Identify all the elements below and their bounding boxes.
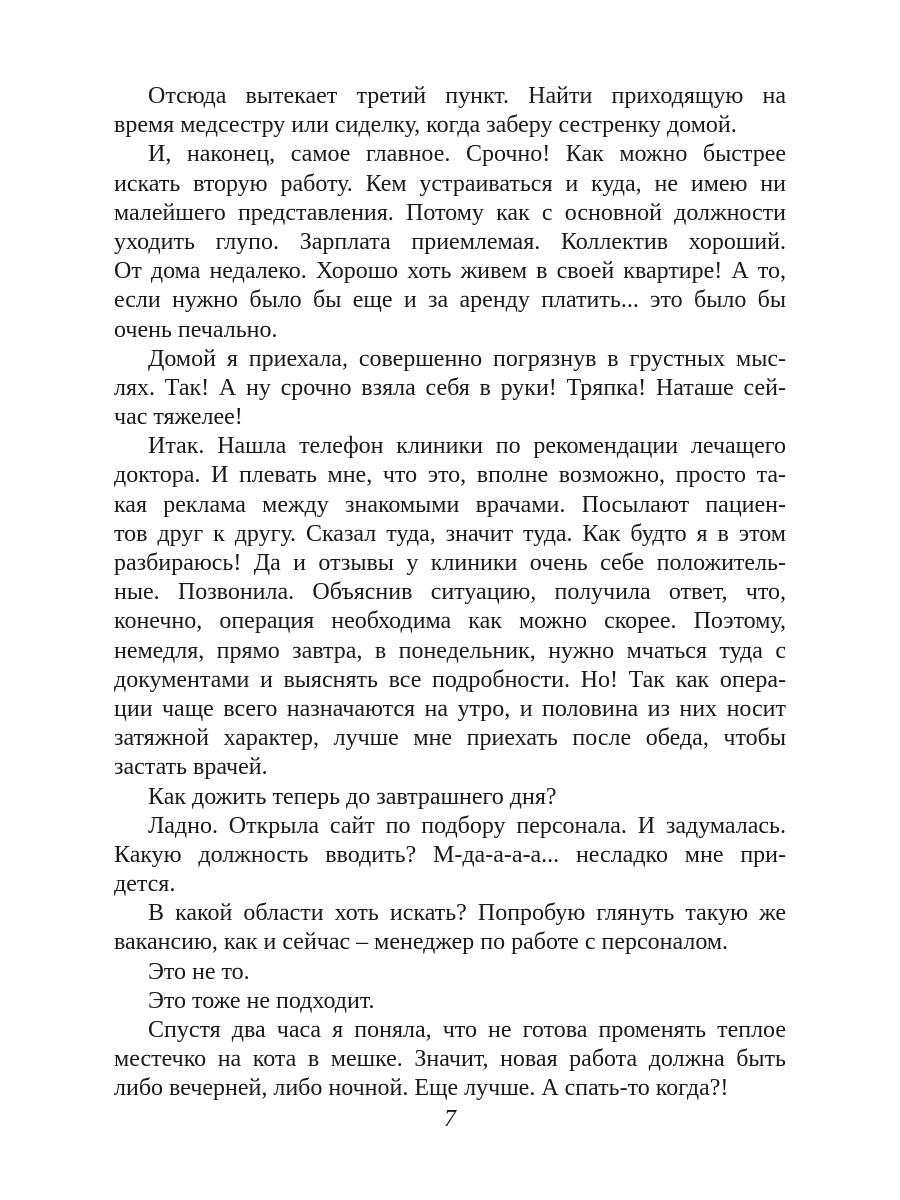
text-line: И, наконец, самое главное. Срочно! Как можно быстрее — [148, 141, 786, 168]
text-line: лях. Так! А ну срочно взяла себя в руки! Тряпка! Наташе сей- — [114, 374, 786, 401]
text-line: вакансию, как и сейчас – менеджер по работе с персоналом. — [114, 929, 729, 956]
paragraph — [114, 783, 786, 812]
text-line: застать врачей. — [114, 754, 268, 781]
text-line: Это тоже не подходит. — [148, 987, 375, 1014]
page-number: 7 — [444, 1106, 456, 1132]
text-line: час тяжелее! — [114, 404, 243, 431]
text-line: искать вторую работу. Кем устраиваться и куда, не имею ни — [114, 170, 786, 197]
paragraph — [114, 987, 786, 1016]
text-line: От дома недалеко. Хорошо хоть живем в своей квартире! А то, — [114, 258, 786, 285]
paragraph — [114, 82, 786, 140]
paragraph — [114, 1016, 786, 1104]
text-line: конечно, операция необходима как можно скорее. Поэтому, — [114, 608, 786, 635]
text-line: документами и выяснять все подробности. Но! Так как опера- — [114, 666, 786, 693]
paragraph — [114, 958, 786, 987]
text-line: ные. Позвонила. Объяснив ситуацию, получила ответ, что, — [114, 579, 786, 606]
paragraph — [114, 899, 786, 957]
text-line: разбираюсь! Да и отзывы у клиники очень себе положитель- — [114, 550, 786, 576]
text-line: либо вечерней, либо ночной. Еще лучше. А спать-то когда?! — [114, 1075, 729, 1102]
paragraph — [114, 812, 786, 900]
text-line: дется. — [114, 871, 176, 898]
text-line: время медсестру или сиделку, когда заберу сестренку домой. — [114, 112, 737, 139]
text-line: затяжной характер, лучше мне приехать после обеда, чтобы — [114, 725, 786, 752]
text-line: если нужно было бы еще и за аренду платить... это было бы — [114, 287, 786, 314]
text-line: Спустя два часа я поняла, что не готова променять теплое — [148, 1017, 786, 1043]
paragraph — [114, 345, 786, 433]
text-line: Это не то. — [148, 958, 250, 985]
text-line: В какой области хоть искать? Попробую глянуть такую же — [148, 900, 786, 927]
text-line: Какую должность вводить? М-да-а-а-а... несладко мне при- — [114, 841, 786, 868]
text-line: немедля, прямо завтра, в понедельник, нужно мчаться туда с — [114, 637, 786, 664]
text-line: малейшего представления. Потому как с основной должности — [114, 199, 786, 226]
text-line: тов друг к другу. Сказал туда, значит туда. Как будто я в этом — [114, 520, 786, 547]
paragraph — [114, 140, 786, 344]
text-line: Домой я приехала, совершенно погрязнув в грустных мыс- — [148, 345, 786, 372]
text-line: ции чаще всего назначаются на утро, и половина из них носит — [114, 695, 786, 722]
text-line: доктора. И плевать мне, что это, вполне возможно, просто та- — [114, 462, 786, 489]
text-line: очень печально. — [114, 316, 278, 343]
text-line: местечко на кота в мешке. Значит, новая работа должна быть — [114, 1046, 786, 1073]
paragraph — [114, 432, 786, 782]
text-line: Ладно. Открыла сайт по подбору персонала. И задумалась. — [148, 812, 786, 839]
page-body — [114, 82, 786, 1104]
text-line: кая реклама между знакомыми врачами. Посылают пациен- — [114, 491, 786, 518]
text-line: уходить глупо. Зарплата приемлемая. Коллектив хороший. — [114, 228, 786, 255]
text-line: Отсюда вытекает третий пункт. Найти приходящую на — [148, 83, 786, 109]
text-line: Как дожить теперь до завтрашнего дня? — [148, 783, 557, 810]
text-line: Итак. Нашла телефон клиники по рекомендации лечащего — [148, 433, 786, 460]
